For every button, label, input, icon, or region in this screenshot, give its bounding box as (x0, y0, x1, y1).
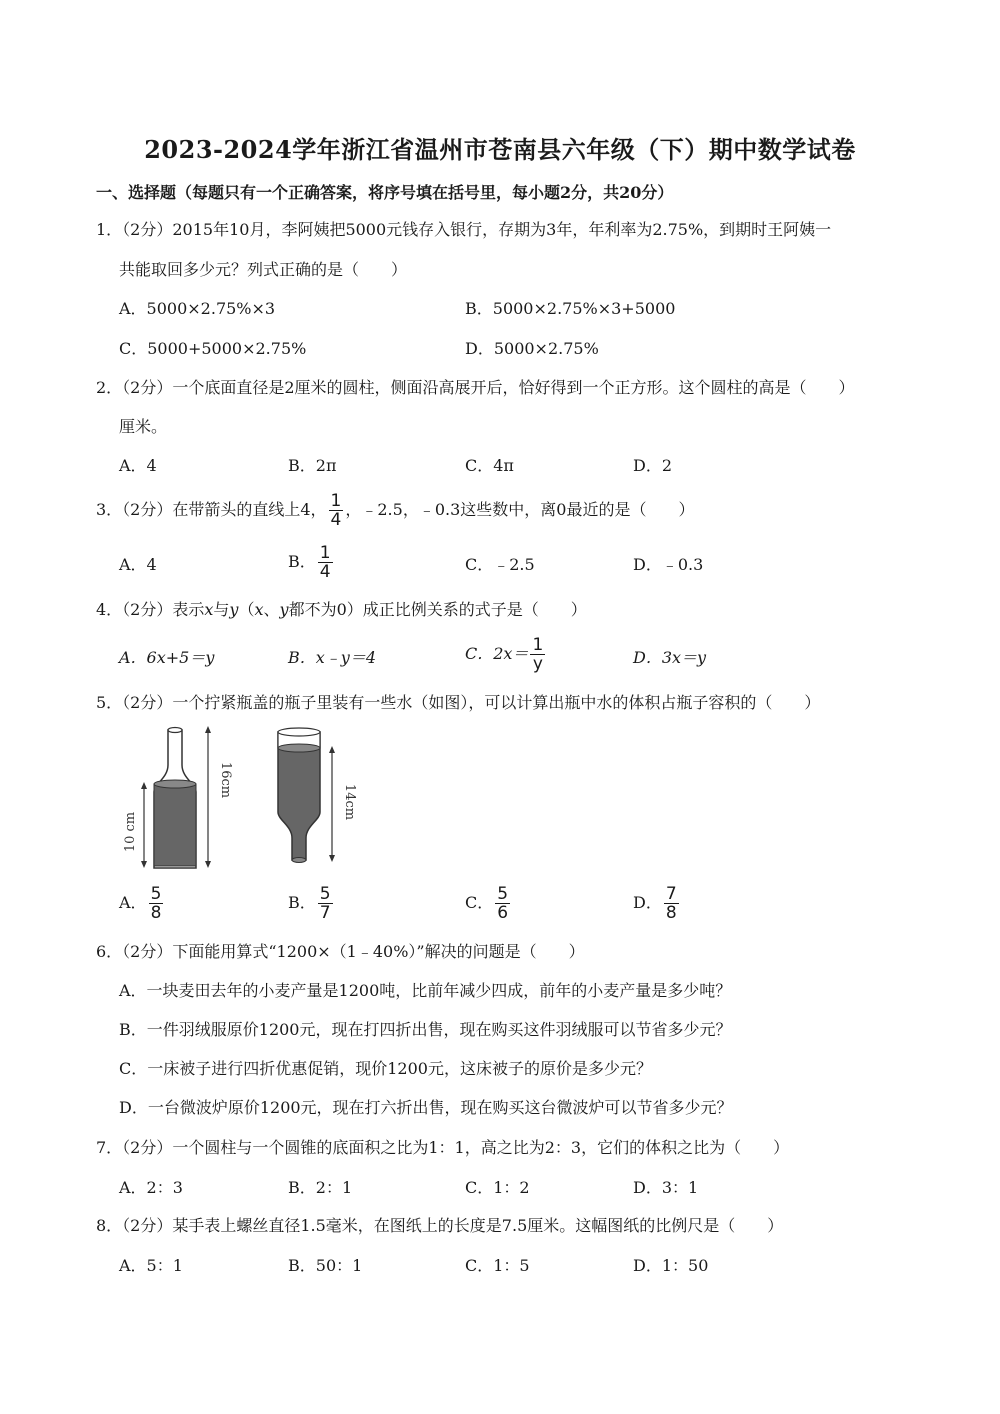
q2-option-b: B．2π (288, 456, 337, 475)
q4-var-y: y (229, 600, 239, 619)
q3-option-b-num: 1 (319, 543, 331, 563)
q7-option-d: D．3：1 (633, 1178, 699, 1197)
q7-option-b: B．2：1 (288, 1178, 353, 1197)
q8-option-c: C．1：5 (465, 1256, 530, 1275)
q5-option-c-label: C． (465, 893, 494, 912)
q1-option-c: C．5000+5000×2.75% (119, 339, 307, 358)
q4-option-a: A．6x+5＝y (119, 648, 215, 667)
q4-text-post: 都不为0）成正比例关系的式子是（ ） (288, 600, 587, 619)
q5-option-d-num: 7 (665, 884, 677, 904)
q5-option-a (119, 885, 165, 922)
q4-var-x2: x (254, 600, 264, 619)
q8-option-a: A．5：1 (119, 1256, 183, 1275)
page-title: 2023-2024学年浙江省温州市苍南县六年级（下）期中数学试卷 (144, 135, 856, 164)
q4-text-pre: 4．（2分）表示 (96, 600, 205, 619)
q5-option-b-fraction (318, 885, 333, 922)
q5-option-b-den: 7 (319, 903, 331, 923)
q6-option-b: B．一件羽绒服原价1200元，现在打四折出售，现在购买这件羽绒服可以节省多少元？ (119, 1020, 732, 1039)
q8-option-d: D．1：50 (633, 1256, 709, 1275)
question-6-text: 6．（2分）下面能用算式“1200×（1﹣40%）”解决的问题是（ ） (96, 942, 585, 961)
q3-text-pre: 3．（2分）在带箭头的直线上4， (96, 500, 327, 519)
q5-option-a-num: 5 (150, 884, 162, 904)
q3-option-b-label: B． (288, 552, 316, 571)
q4-option-d: D．3x＝y (633, 648, 707, 667)
q4-text-mid1: 与 (213, 600, 230, 619)
q3-option-b-den: 4 (319, 562, 331, 582)
q7-option-c: C．1：2 (465, 1178, 530, 1197)
section-heading: 一、选择题（每题只有一个正确答案，将序号填在括号里，每小题2分，共20分） (96, 183, 674, 202)
q3-fraction-num: 1 (330, 491, 342, 511)
q1-option-d: D．5000×2.75% (465, 339, 599, 358)
q5-option-c-fraction (495, 885, 510, 922)
q5-option-d-label: D． (633, 893, 662, 912)
q2-option-a: A．4 (119, 456, 157, 475)
q5-option-a-fraction (149, 885, 164, 922)
question-1-text: 1．（2分）2015年10月，李阿姨把5000元钱存入银行，存期为3年，年利率为2.75%，到期时王阿姨一 (96, 220, 832, 239)
question-7-text: 7．（2分）一个圆柱与一个圆锥的底面积之比为1：1，高之比为2：3，它们的体积之比为（ ） (96, 1138, 790, 1157)
q5-option-c-num: 5 (497, 884, 509, 904)
upright-bottle (141, 726, 211, 868)
question-2-text-cont: 厘米。 (119, 417, 168, 436)
q2-option-c: C．4π (465, 456, 514, 475)
q4-option-c-num: 1 (532, 635, 544, 655)
question-4-text (96, 599, 587, 621)
question-5-text: 5．（2分）一个拧紧瓶盖的瓶子里装有一些水（如图），可以计算出瓶中水的体积占瓶子容积的（ ） (96, 693, 821, 712)
bottle-figure (110, 720, 370, 870)
q4-option-b: B．x﹣y＝4 (288, 648, 377, 667)
q4-option-c-label: C．2x＝ (465, 644, 529, 663)
label-14cm: 14cm (342, 783, 357, 821)
q2-option-d: D．2 (633, 456, 673, 475)
q4-var-y2: y (279, 600, 289, 619)
q5-option-b-num: 5 (319, 884, 331, 904)
q4-text-mid3: 、 (263, 600, 280, 619)
q4-var-x: x (204, 600, 214, 619)
q5-option-c (465, 885, 512, 922)
question-1-text-cont: 共能取回多少元？列式正确的是（ ） (119, 260, 408, 279)
q3-option-c: C．﹣2.5 (465, 555, 535, 574)
q5-option-b (288, 885, 335, 922)
question-2-text: 2．（2分）一个底面直径是2厘米的圆柱，侧面沿高展开后，恰好得到一个正方形。这个圆柱的高是（ ） (96, 378, 855, 397)
q3-option-a: A．4 (119, 555, 157, 574)
inverted-bottle (278, 728, 335, 863)
q3-option-b (288, 544, 335, 581)
question-3-text (96, 492, 694, 529)
label-16cm: 16cm (218, 761, 233, 799)
q6-option-a: A．一块麦田去年的小麦产量是1200吨，比前年减少四成，前年的小麦产量是多少吨？ (119, 981, 732, 1000)
q3-fraction (329, 492, 344, 529)
q3-text-post: ，﹣2.5，﹣0.3这些数中，离0最近的是（ ） (345, 500, 695, 519)
q5-option-d (633, 885, 681, 922)
q5-option-b-label: B． (288, 893, 316, 912)
q5-option-d-fraction (664, 885, 679, 922)
q5-option-a-label: A． (119, 893, 147, 912)
q4-option-c-fraction (530, 636, 545, 673)
q5-option-c-den: 6 (497, 903, 509, 923)
q1-option-a: A．5000×2.75%×3 (119, 299, 276, 318)
q4-text-mid2: （ (238, 600, 255, 619)
q8-option-b: B．50：1 (288, 1256, 363, 1275)
q4-option-c (465, 636, 547, 673)
q7-option-a: A．2：3 (119, 1178, 183, 1197)
q5-option-a-den: 8 (150, 903, 162, 923)
q3-option-b-fraction (318, 544, 333, 581)
q6-option-c: C．一床被子进行四折优惠促销，现价1200元，这床被子的原价是多少元？ (119, 1059, 652, 1078)
question-8-text: 8．（2分）某手表上螺丝直径1.5毫米，在图纸上的长度是7.5厘米。这幅图纸的比例尺是（ ） (96, 1216, 784, 1235)
q5-option-d-den: 8 (665, 903, 677, 923)
q3-option-d: D．﹣0.3 (633, 555, 704, 574)
q4-option-c-den: y (532, 654, 543, 674)
q3-fraction-den: 4 (330, 510, 342, 530)
q6-option-d: D．一台微波炉原价1200元，现在打六折出售，现在购买这台微波炉可以节省多少元？ (119, 1098, 733, 1117)
label-10cm: 10 cm (123, 811, 138, 853)
q1-option-b: B．5000×2.75%×3+5000 (465, 299, 676, 318)
